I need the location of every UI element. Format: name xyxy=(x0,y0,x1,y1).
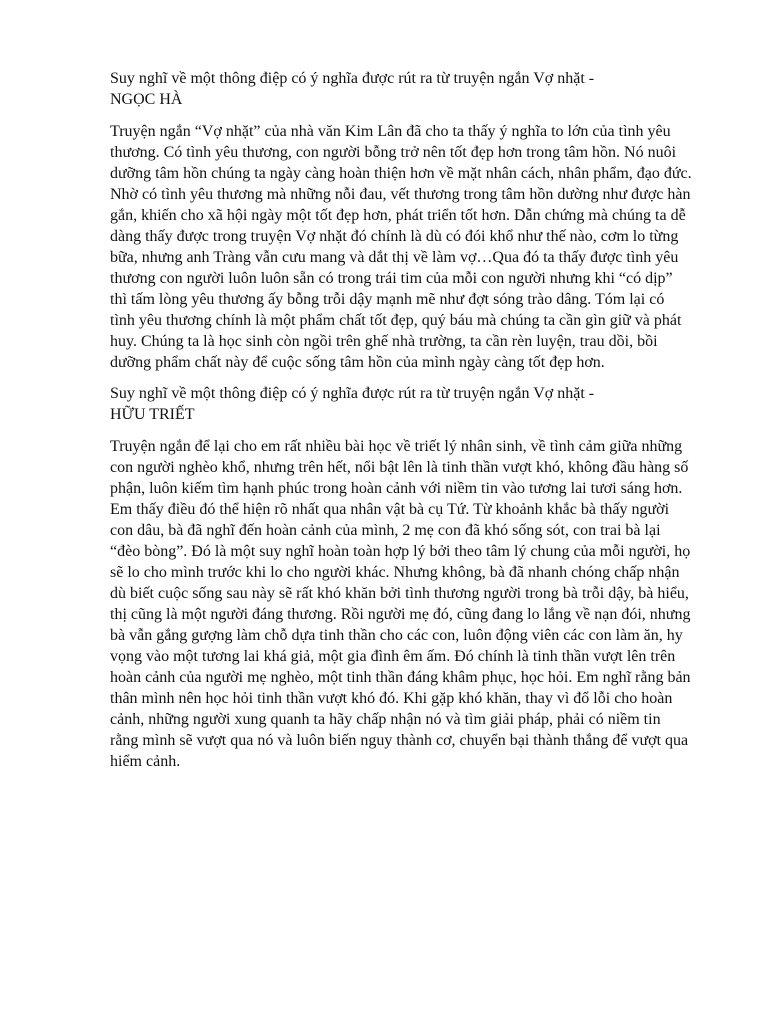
section-heading-huu-triet: Suy nghĩ về một thông điệp có ý nghĩa được rút ra từ truyện ngắn Vợ nhặt - HỮU TRIẾT xyxy=(110,385,595,423)
section-body-ngoc-ha: Truyện ngắn “Vợ nhặt” của nhà văn Kim Lân đã cho ta thấy ý nghĩa to lớn của tình yêu thương. Có tình yêu thương, con người bỗng trở nên tốt đẹp hơn trong tâm hồn. Nó nuôi dưỡng tâm hồn chúng ta ngày càng hoàn thiện hơn về mặt nhân cách, nhân phẩm, đạo đức. Nhờ có tình yêu thương mà những nỗi đau, vết thương trong tâm hồn dường như được hàn gắn, khiến cho xã hội ngày một tốt đẹp hơn, phát triển tốt hơn. Dẫn chứng mà chúng ta dễ dàng thấy được trong truyện Vợ nhặt đó chính là dù có đói khổ như thế nào, cơm lo từng bữa, nhưng anh Tràng vẫn cưu mang và dắt thị về làm vợ…Qua đó ta thấy được tình yêu thương con người luôn luôn sẵn có trong trái tim của mỗi con người nhưng khi “có dịp” thì tấm lòng yêu thương ấy bỗng trỗi dậy mạnh mẽ như đợt sóng trào dâng. Tóm lại có tình yêu thương chính là một phẩm chất tốt đẹp, quý báu mà chúng ta cần gìn giữ và phát huy. Chúng ta là học sinh còn ngồi trên ghế nhà trường, ta cần rèn luyện, trau dồi, bồi dưỡng phẩm chất này để cuộc sống tâm hồn của mình ngày càng tốt đẹp hơn. xyxy=(110,123,692,371)
section-body-huu-triet: Truyện ngắn để lại cho em rất nhiều bài học về triết lý nhân sinh, về tình cảm giữa những con người nghèo khổ, nhưng trên hết, nổi bật lên là tinh thần vượt khó, không đầu hàng số phận, luôn kiếm tìm hạnh phúc trong hoàn cảnh với niềm tin vào tương lai tươi sáng hơn. Em thấy điều đó thể hiện rõ nhất qua nhân vật bà cụ Tứ. Từ khoảnh khắc bà thấy người con dâu, bà đã nghĩ đến hoàn cảnh của mình, 2 mẹ con đã khó sống sót, con trai bà lại “đèo bòng”. Đó là một suy nghĩ hoàn toàn hợp lý bởi theo tâm lý chung của mỗi người, họ sẽ lo cho mình trước khi lo cho người khác. Nhưng không, bà đã nhanh chóng chấp nhận dù biết cuộc sống sau này sẽ rất khó khăn bởi tình thương người trong bà trỗi dậy, bà hiểu, thị cũng là một người đáng thương. Rồi người mẹ đó, cũng đang lo lắng về nạn đói, nhưng bà vẫn gắng gượng làm chỗ dựa tinh thần cho các con, luôn động viên các con làm ăn, hy vọng vào một tương lai khá giả, một gia đình êm ấm. Đó chính là tinh thần vượt lên trên hoàn cảnh của người mẹ nghèo, một tinh thần đáng khâm phục, học hỏi. Em nghĩ rằng bản thân mình nên học hỏi tinh thần vượt khó đó. Khi gặp khó khăn, thay vì đổ lỗi cho hoàn cảnh, những người xung quanh ta hãy chấp nhận nó và tìm giải pháp, phải có niềm tin rằng mình sẽ vượt qua nó và luôn biến nguy thành cơ, chuyển bại thành thắng để vượt qua hiểm cảnh. xyxy=(110,438,691,770)
section-heading-ngoc-ha: Suy nghĩ về một thông điệp có ý nghĩa được rút ra từ truyện ngắn Vợ nhặt - NGỌC HÀ xyxy=(110,70,595,108)
document-content xyxy=(110,68,692,782)
